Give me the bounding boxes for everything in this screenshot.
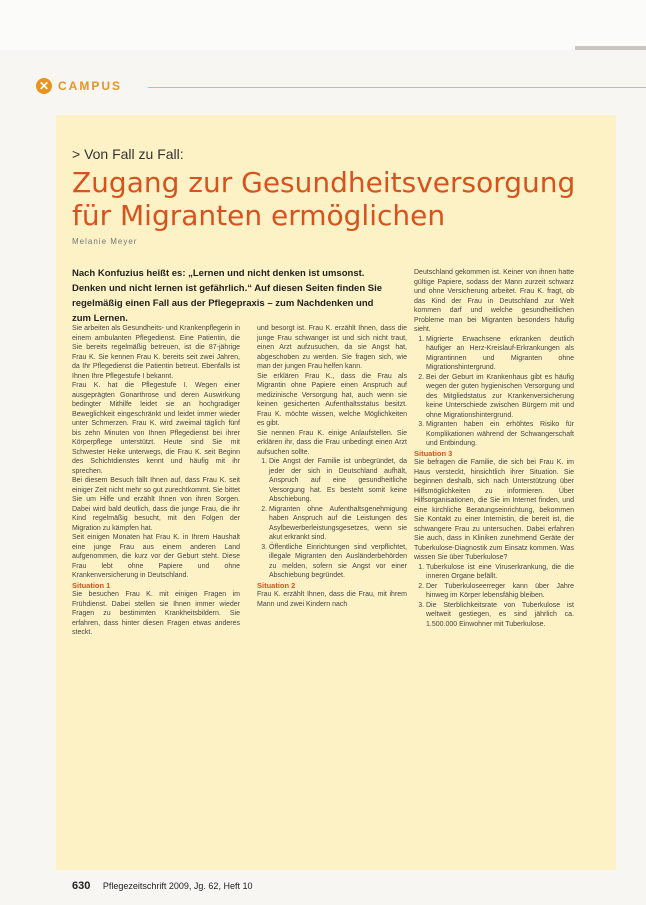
list-item: 2. Der Tuberkuloseerreger kann über Jahre hinweg im Körper lebensfähig bleiben.: [426, 582, 574, 601]
article-kicker: > Von Fall zu Fall:: [72, 146, 184, 162]
list-item: 2. Bei der Geburt im Krankenhaus gibt es häufig wegen der guten hygienischen Versorgung und des Mitgliedstatus zur Krankenversicherung keine Unterschiede zwischen Bürgern mit und ohne Migrationshintergrund.: [426, 373, 574, 421]
answer-list: [414, 563, 574, 630]
list-item: 1. Migrierte Erwachsene erkranken deutlich häufiger an Herz-Kreislauf-Erkrankungen als Migrantinnen und Migranten ohne Migrationshintergrund.: [426, 335, 574, 373]
list-item: 2. Migranten ohne Aufenthaltsgenehmigung haben Anspruch auf die Leistungen des Asylbewerberleistungsgesetzes, wenn sie akut erkrankt sind.: [269, 505, 407, 543]
answer-list: [257, 457, 407, 581]
journal-citation: Pflegezeitschrift 2009, Jg. 62, Heft 10: [102, 881, 253, 891]
paragraph: Frau K. erzählt Ihnen, dass die Frau, mit ihrem Mann und zwei Kindern nach: [257, 591, 407, 608]
paragraph: Sie arbeiten als Gesundheits- und Krankenpflegerin in einem ambulanten Pflegedienst. Eine Patientin, die Sie bereits regelmäßig betreuen, ist die 87-jährige Frau K. Sie kennen Frau K. bereits seit zwei Jahren, da Ihr Pflegedienst die Patientin betreut. Ebenfalls ist Ihnen Ihre Pflegestufe I bekannt.: [72, 325, 240, 380]
paragraph: Sie befragen die Familie, die sich bei Frau K. im Haus versteckt, hinsichtlich ihrer Situation. Sie beginnen deshalb, sich nach Unterstützung über Hilfsmöglichkeiten zu informieren. Über Hilfsorganisationen, die Sie im Internet finden, und eine kirchliche Beratungseinrichtung, bekommen Sie Kontakt zu einer Internistin, die bereit ist, die schwangere Frau zu untersuchen. Dabei erfahren Sie auch, dass in Kliniken zunehmend Geräte der Tuberkulose-Diagnostik zum Einsatz kommen. Was wissen Sie über Tuberkulose?: [414, 459, 574, 561]
paragraph: und besorgt ist. Frau K. erzählt Ihnen, dass die junge Frau schwanger ist und sich nicht traut, einen Arzt aufzusuchen, da sie Angst hat, abgeschoben zu werden. Sie fragen sich, wie man der jungen Frau helfen kann.: [257, 325, 407, 370]
list-item: 1. Tuberkulose ist eine Viruserkrankung, die die inneren Organe befällt.: [426, 563, 574, 582]
column-3: [414, 268, 574, 868]
list-item: 3. Migranten haben ein erhöhtes Risiko für Komplikationen während der Schwangerschaft und Entbindung.: [426, 420, 574, 449]
paragraph: Sie nennen Frau K. einige Anlaufstellen. Sie erklären ihr, dass die Frau unbedingt einen Arzt aufsuchen sollte.: [257, 429, 407, 456]
list-item: 3. Öffentliche Einrichtungen sind verpflichtet, illegale Migranten den Ausländerbehörden zu melden, sofern sie Angst vor einer Abschiebung begründet.: [269, 543, 407, 581]
answer-list: [414, 335, 574, 449]
article-lead: Nach Konfuzius heißt es: „Lernen und nicht denken ist umsonst. Denken und nicht lernen ist gefährlich.“ Auf diesen Seiten finden Sie regelmäßig einen Fall aus der Pflegepraxis – zum Nachdenken und zum Lernen.: [72, 268, 383, 324]
paragraph: Sie erklären Frau K., dass die Frau als Migrantin ohne Papiere einen Anspruch auf medizinische Versorgung hat, auch wenn sie keinen gesicherten Aufenthaltsstatus besitzt. Frau K. möchte wissen, welche Möglichkeiten es gibt.: [257, 372, 407, 427]
column-1: [72, 324, 240, 869]
situation-2-heading: Situation 2: [257, 580, 296, 590]
paragraph: Deutschland gekommen ist. Keiner von ihnen hatte gültige Papiere, sodass der Mann zurzeit schwarz und ohne Versicherung arbeitet. Frau K. fragt, ob das Kind der Frau in Deutschland zur Welt kommen darf und welche gesundheitlichen Probleme man bei Migranten besonders häufig sieht.: [414, 269, 574, 333]
article-author: Melanie Meyer: [72, 237, 138, 246]
top-rule: [575, 46, 646, 50]
page-number: 630: [72, 880, 91, 892]
paragraph: Seit einigen Monaten hat Frau K. in Ihrem Haushalt eine junge Frau aus einem anderen Land aufgenommen, die kurz vor der Geburt steht. Diese Frau lebt ohne Papiere und ohne Krankenversicherung in Deutschland.: [72, 534, 240, 579]
x-circle-icon: ✕: [36, 78, 52, 94]
article-title: Zugang zur Gesundheitsversorgung für Migranten ermöglichen: [72, 166, 576, 232]
paragraph: Bei diesem Besuch fällt Ihnen auf, dass Frau K. seit einiger Zeit nicht mehr so gut zurechtkommt. Sie bittet Sie um Hilfe und erzählt Ihnen von ihren Sorgen. Dabei wird bald deutlich, dass die junge Frau, die ihr Kind regelmäßig besucht, mit den Folgen der Migration zu kämpfen hat.: [72, 477, 240, 532]
campus-header: [36, 76, 646, 98]
page-footer: [72, 880, 252, 892]
list-item: 1. Die Angst der Familie ist unbegründet, da jeder der sich in Deutschland aufhält, Anspruch auf eine gesundheitliche Versorgung hat. Es besteht somit keine Abschiebung.: [269, 457, 407, 505]
campus-label: CAMPUS: [58, 79, 123, 93]
situation-3-heading: Situation 3: [414, 448, 453, 458]
paragraph: Sie besuchen Frau K. mit einigen Fragen im Frühdienst. Dabei stellen sie Ihnen immer wieder Fragen zu bestimmten Krankheitsbildern. Sie erfahren, dass hinter diesen Fragen etwas anderes steckt.: [72, 591, 240, 636]
campus-rule: [148, 87, 646, 88]
situation-1-heading: Situation 1: [72, 580, 111, 590]
column-2: [257, 324, 407, 869]
top-strip: [0, 0, 646, 50]
list-item: 3. Die Sterblichkeitsrate von Tuberkulose ist weltweit gestiegen, es sind jährlich ca. 1.500.000 Einwohner mit Tuberkulose.: [426, 601, 574, 630]
paragraph: Frau K. hat die Pflegestufe I. Wegen einer ausgeprägten Gonarthrose und deren Auswirkung bedingter Mithilfe leidet sie an hochgradiger Beweglichkeit eingeschränkt und leidet immer wieder unter Schmerzen. Frau K. wird zweimal täglich fünf bis zehn Minuten von Ihnen Pflegedienst bei ihrer Körperpflege unterstützt. Heute sind Sie mit Schwester Heike unterwegs, die Frau K. seit Beginn des Schichtdienstes kennt und häufig mit ihr sprechen.: [72, 382, 240, 475]
